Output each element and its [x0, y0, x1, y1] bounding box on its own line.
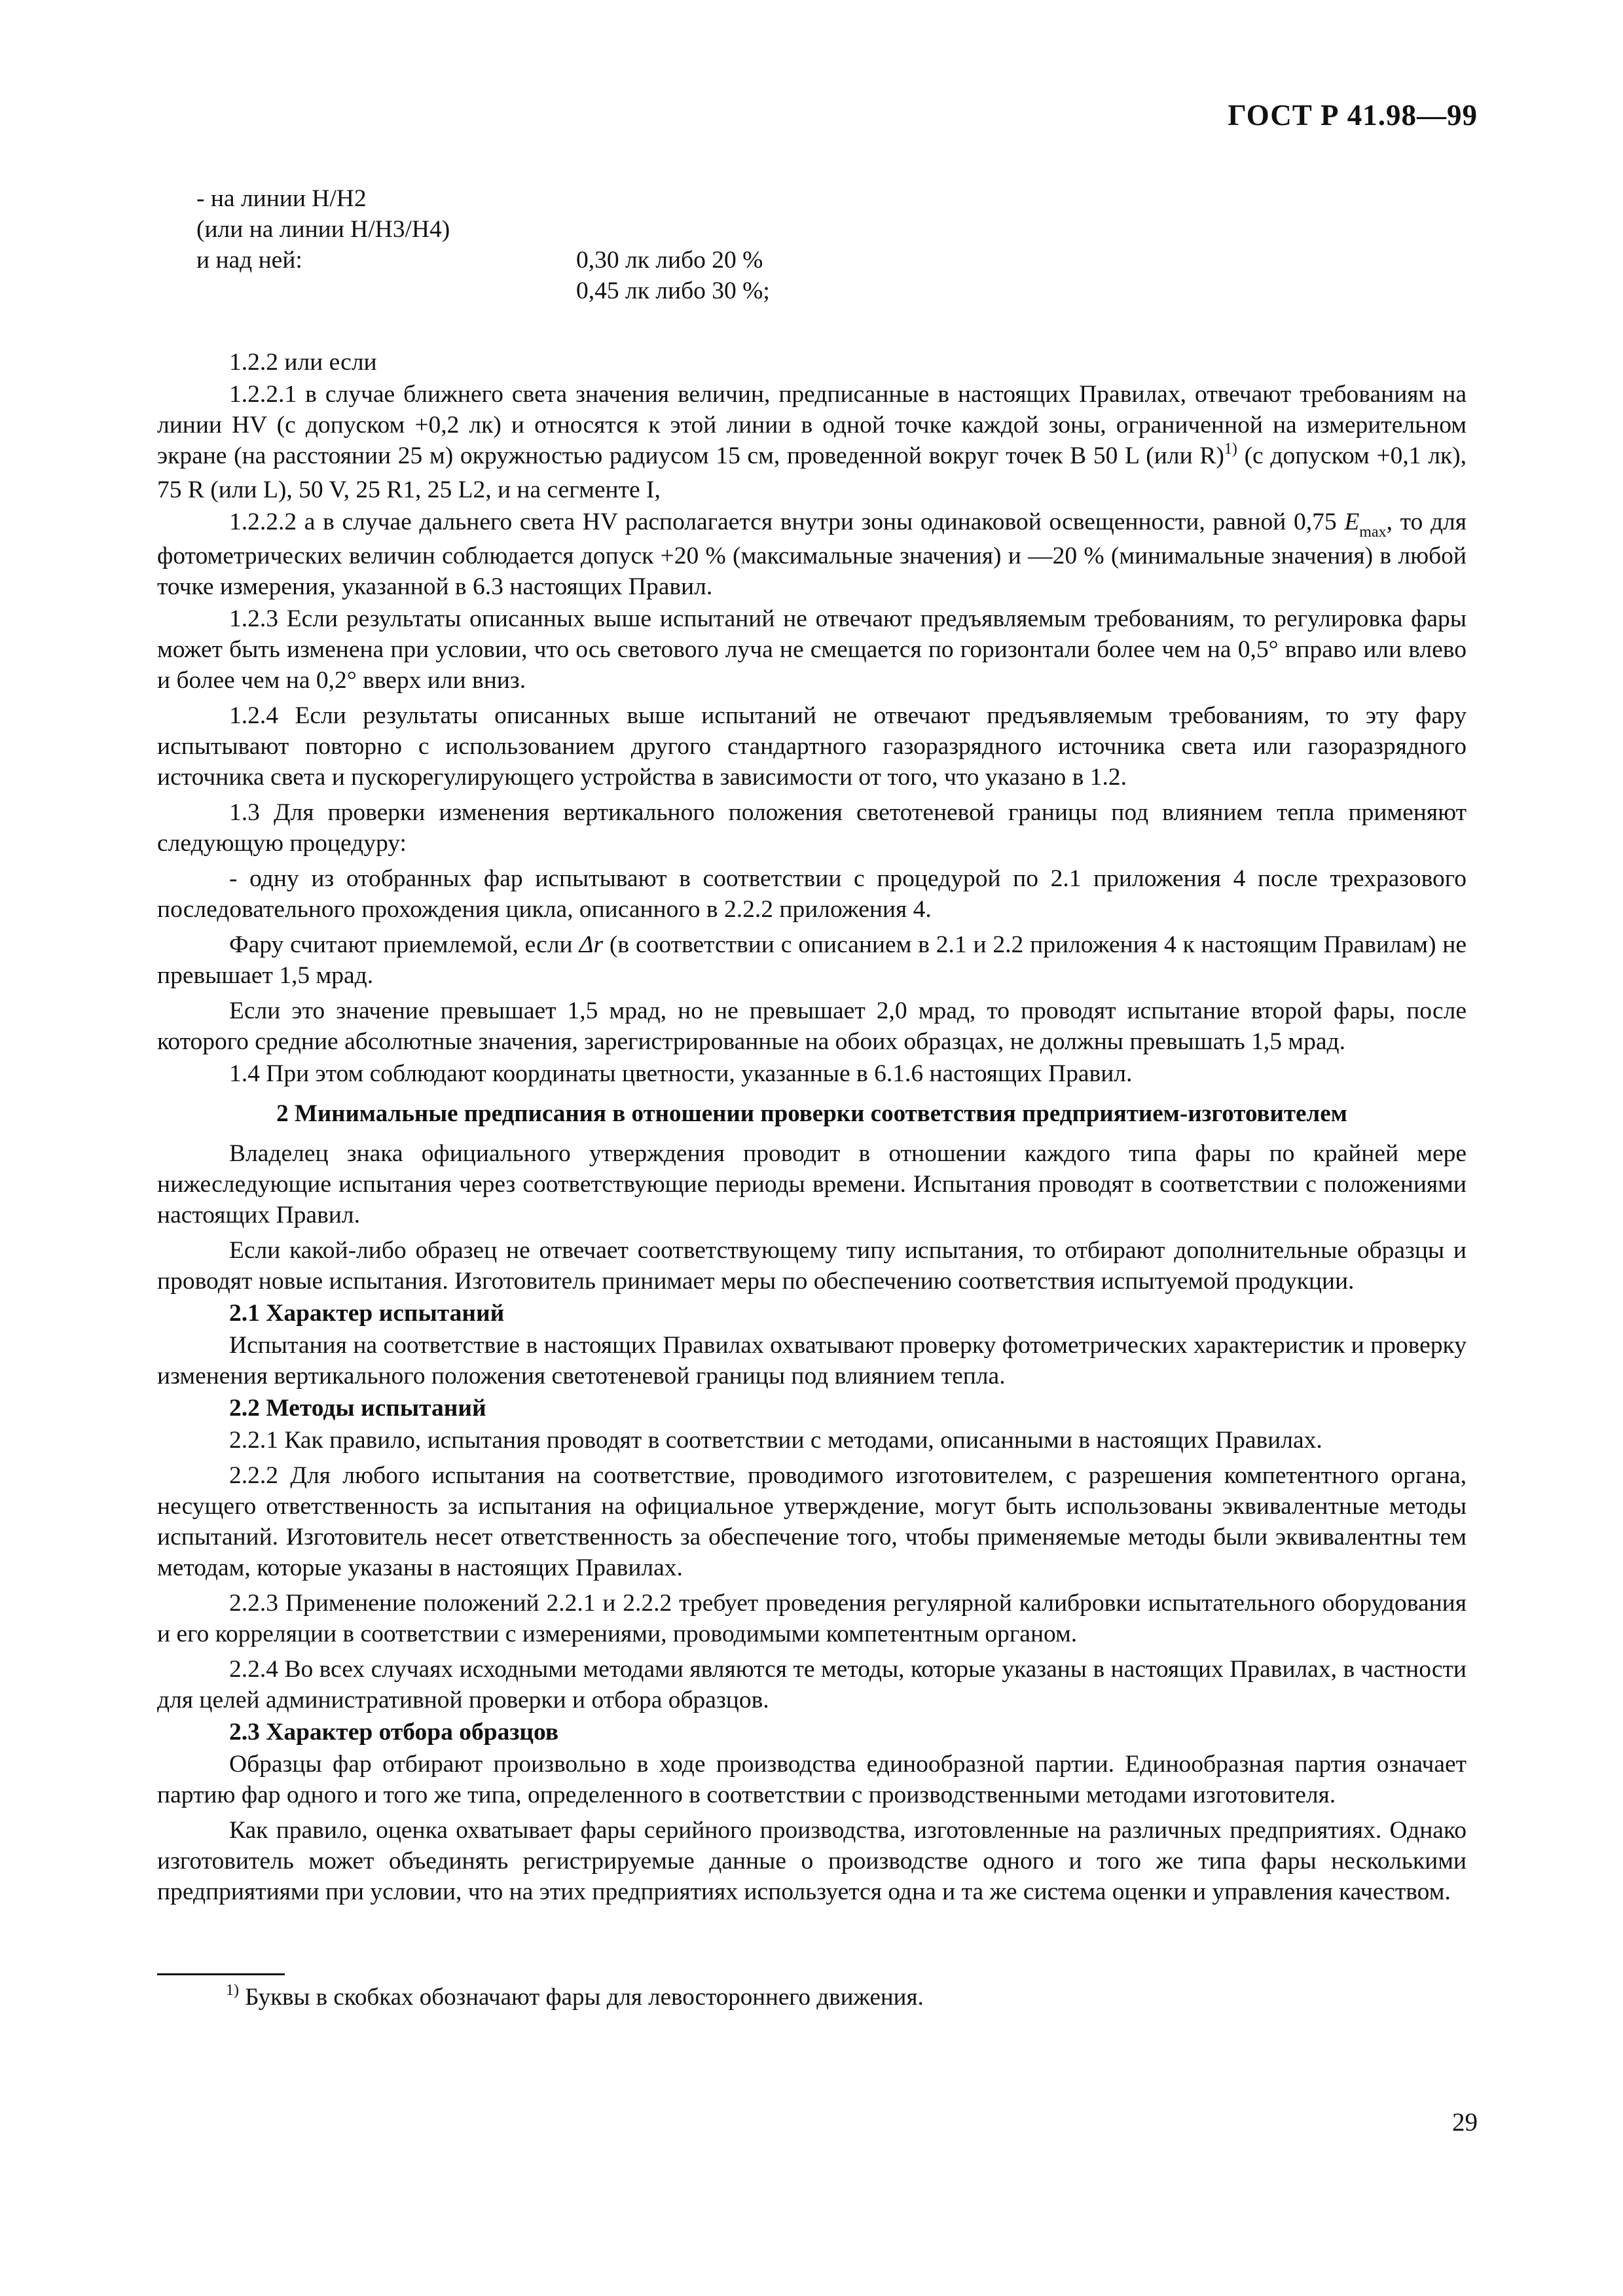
subsection-2-2-heading: 2.2 Методы испытаний — [229, 1395, 486, 1422]
page-number: 29 — [1452, 2108, 1478, 2136]
intro-value: 0,45 лк либо 30 %; — [576, 278, 770, 304]
paragraph-1-2-2: 1.2.2 или если — [229, 349, 377, 376]
paragraph-1-3: 1.3 Для проверки изменения вертикального положения светотеневой границы под влиянием тепла применяют следующую процедуру: — [157, 799, 1467, 857]
paragraph-1-3-accept — [157, 929, 1467, 991]
footnote — [226, 1983, 924, 2011]
paragraph-1-2-2-1 — [157, 379, 1467, 505]
paragraph-2-2-2: 2.2.2 Для любого испытания на соответствие, проводимого изготовителем, с разрешения компетентного органа, несущего ответственность за испытания на официальное утверждение, могут быть использованы эквивалентные методы испытаний. Изготовитель несет ответственность за обеспечение того, чтобы применяемые методы были эквивалентны тем методам, которые указаны в настоящих Правилах. — [157, 1462, 1467, 1581]
paragraph-text: , то для фотометрических величин соблюдается допуск +20 % (максимальные значения) и —20 % (минимальные значения) в любой точке измерения, указанной в 6.3 настоящих Правил. — [157, 509, 1467, 600]
paragraph-2-2-1: 2.2.1 Как правило, испытания проводят в соответствии с методами, описанными в настоящих Правилах. — [229, 1427, 1322, 1454]
paragraph-1-3-item: - одну из отобранных фар испытывают в соответствии с процедурой по 2.1 приложения 4 после трехразового последовательного прохождения цикла, описанного в 2.2.2 приложения 4. — [157, 865, 1467, 923]
footnote-mark: 1) — [226, 1982, 239, 1999]
section-2-paragraph: Если какой-либо образец не отвечает соответствующему типу испытания, то отбирают дополнительные образцы и проводят новые испытания. Изготовитель принимает меры по обеспечению соответствия испытуемой продукции. — [157, 1237, 1467, 1295]
intro-label: и над ней: — [196, 247, 302, 274]
intro-row — [196, 276, 1467, 306]
intro-row — [196, 183, 1467, 214]
paragraph-text: 1.2.2.1 в случае ближнего света значения величин, предписанные в настоящих Правилах, отвечают требованиям на линии HV (с допуском +0,2 лк) и относятся к этой линии в одной точке каждой зоны, ограниченной на измерительном экране (на расстоянии 25 м) окружностью радиусом 15 см, проведенной вокруг точек B 50 L (или R) — [157, 381, 1467, 469]
paragraph-2-3-1: Образцы фар отбирают произвольно в ходе производства единообразной партии. Единообразная партия означает партию фар одного и того же типа, определенного в соответствии с производственными методами изготовителя. — [157, 1751, 1467, 1808]
subscript-max: max — [1359, 524, 1387, 541]
intro-row — [196, 214, 1467, 245]
paragraph-1-2-4: 1.2.4 Если результаты описанных выше испытаний не отвечают предъявляемым требованиям, то эту фару испытывают повторно с использованием другого стандартного газоразрядного источника света или газоразрядного источника света и пускорегулирующего устройства в зависимости от того, что указано в 1.2. — [157, 702, 1467, 791]
intro-line: (или на линии Н/Н3/Н4) — [196, 216, 450, 243]
intro-row — [196, 245, 1467, 276]
footnote-text: Буквы в скобках обозначают фары для левостороннего движения. — [239, 1984, 924, 2011]
intro-label-empty — [196, 276, 576, 306]
intro-line: - на линии Н/Н2 — [196, 185, 367, 212]
paragraph-text: (с допуском +0,1 лк), 75 R (или L), 50 V, 25 R1, 25 L2, и на сегменте I, — [157, 442, 1467, 503]
paragraph-text: (в соответствии с описанием в 2.1 и 2.2 приложения 4 к настоящим Правилам) не превышает 1,5 мрад. — [157, 931, 1467, 989]
paragraph-1-2-3: 1.2.3 Если результаты описанных выше испытаний не отвечают предъявляемым требованиям, то регулировка фары может быть изменена при условии, что ось светового луча не смещается по горизонтали более чем на 0,5° вправо или влево и более чем на 0,2° вверх или вниз. — [157, 605, 1467, 694]
paragraph-1-4: 1.4 При этом соблюдают координаты цветности, указанные в 6.1.6 настоящих Правил. — [229, 1060, 1133, 1087]
subsection-2-1-heading: 2.1 Характер испытаний — [229, 1300, 505, 1327]
subsection-2-3-heading: 2.3 Характер отбора образцов — [229, 1719, 559, 1746]
paragraph-1-3-exceed: Если это значение превышает 1,5 мрад, но не превышает 2,0 мрад, то проводят испытание второй фары, после которого средние абсолютные значения, зарегистрированные на обоих образцах, не должны превышать 1,5 мрад. — [157, 997, 1467, 1055]
intro-requirements — [196, 183, 1467, 306]
paragraph-2-1: Испытания на соответствие в настоящих Правилах охватывают проверку фотометрических характеристик и проверку изменения вертикального положения светотеневой границы под влиянием тепла. — [157, 1332, 1467, 1390]
intro-value: 0,30 лк либо 20 % — [576, 247, 763, 274]
document-body — [157, 183, 1467, 1912]
paragraph-text: 1.2.2.2 а в случае дальнего света HV располагается внутри зоны одинаковой освещенности, равной 0,75 — [229, 509, 1345, 535]
symbol-e: E — [1344, 509, 1360, 535]
footnote-reference: 1) — [1224, 440, 1237, 457]
standard-code: ГОСТ Р 41.98—99 — [1228, 99, 1478, 132]
symbol-delta-r: Δr — [579, 931, 604, 958]
section-2-paragraph: Владелец знака официального утверждения проводит в отношении каждого типа фары по крайней мере нижеследующие испытания через соответствующие периоды времени. Испытания проводят в соответствии с положениями настоящих Правил. — [157, 1140, 1467, 1229]
paragraph-1-2-2-2 — [157, 507, 1467, 602]
paragraph-2-2-4: 2.2.4 Во всех случаях исходными методами являются те методы, которые указаны в настоящих Правилах, в частности для целей административной проверки и отбора образцов. — [157, 1656, 1467, 1713]
paragraph-2-3-2: Как правило, оценка охватывает фары серийного производства, изготовленные на различных предприятиях. Однако изготовитель может объединять регистрируемые данные о производстве одного и того же типа фары несколькими предприятиями при условии, что на этих предприятиях используется одна и та же система оценки и управления качеством. — [157, 1817, 1467, 1905]
section-2-heading: 2 Минимальные предписания в отношении проверки соответствия предприятием-изготовителем — [276, 1100, 1347, 1127]
footnote-divider — [157, 1973, 285, 1975]
paragraph-text: Фару считают приемлемой, если — [229, 931, 579, 958]
paragraph-2-2-3: 2.2.3 Применение положений 2.2.1 и 2.2.2 требует проведения регулярной калибровки испытательного оборудования и его корреляции в соответствии с измерениями, проводимыми компетентным органом. — [157, 1590, 1467, 1647]
